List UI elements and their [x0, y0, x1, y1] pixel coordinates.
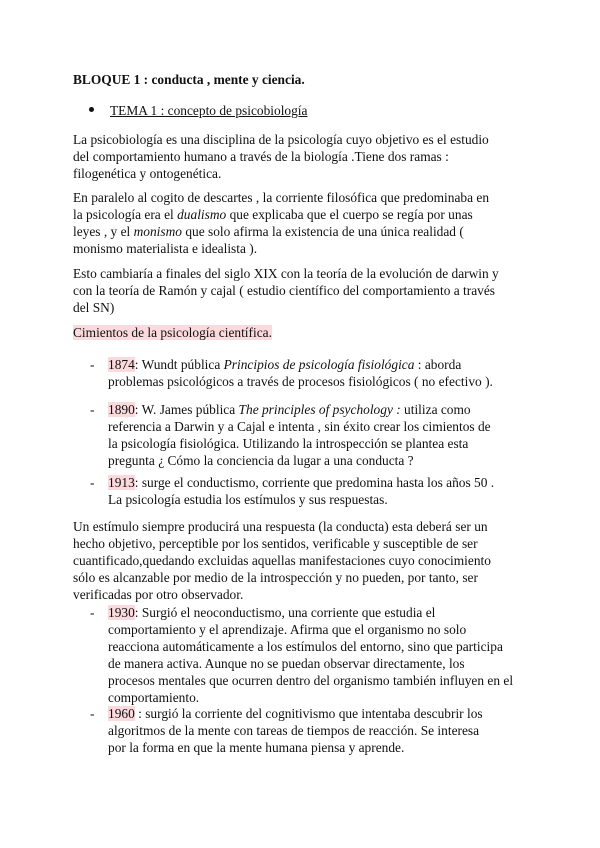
year-highlight: 1890 [108, 402, 135, 417]
bullet-icon [89, 107, 94, 112]
dash-marker: - [90, 402, 95, 417]
paragraph-dualismo: En paralelo al cogito de descartes , la corriente filosófica que predominaba en la psicología era el dualismo que explicaba que el cuerpo se regía por unas leyes , y el monismo que solo afirma la existencia de una única realidad ( monismo materialista e idealista ). [73, 190, 490, 256]
block-heading: BLOQUE 1 : conducta , mente y ciencia. [73, 72, 305, 87]
document-page: BLOQUE 1 : conducta , mente y ciencia. TEMA 1 : concepto de psicobiología La psicobiología es una disciplina de la psicología cuyo objetivo es el estudio del comportamiento humano a través de la biología .Tiene dos ramas : filogenética y ontogenética. En paralelo al cogito de descartes , la corriente filosófica que predominaba en la psicología era el dualismo que explicaba que el cuerpo se regía por unas leyes , y el monismo que solo afirma la existencia de una única realidad ( monismo materialista e idealista ). Esto cambiaría a finales del siglo XIX con la teoría de la evolución de darwin y con la teoría de Ramón y cajal ( estudio científico del comportamiento a través del SN) Cimientos de la psicología científica. - 1874: Wundt pública Principios de psicología fisiológica : aborda problemas psicológicos a través de procesos fisiológicos ( no efectivo ). - 1890: W. James pública The principles of psychology : utiliza como referencia a Darwin y a Cajal e intenta , sin éxito crear los cimientos de la psicología fisiológica. Utilizando la introspección se plantea esta pregunta ¿ Cómo la conciencia da lugar a una conducta ? - 1913: surge el conductismo, corriente que predomina hasta los años 50 . La psicología estudia los estímulos y sus respuestas. Un estímulo siempre producirá una respuesta (la conducta) esta deberá ser un hecho objetivo, perceptible por los sentidos, verificable y susceptible de ser cuantificado,quedando excluidas aquellas manifestaciones cuyo conocimiento sólo es alcanzable por medio de la introspección y no pueden, por tanto, ser verificadas por otro observador. - 1930: Surgió el neoconductismo, una corriente que estudia el comportamiento y el aprendizaje. Afirma que el organismo no solo reacciona automáticamente a los estímulos del entorno, sino que participa de manera activa. Aunque no se puedan observar directamente, los procesos mentales que ocurren dentro del organismo también influyen en el comportamiento. - 1960 : surgió la corriente del cognitivismo que intentaba descubrir los algoritmos de la mente con tareas de tiempos de reacción. Se interesa por la forma en que la mente humana piensa y aprende. [0, 0, 600, 848]
dash-marker: - [90, 475, 95, 490]
dash-marker: - [90, 706, 95, 721]
tema-heading: TEMA 1 : concepto de psicobiología [110, 103, 308, 118]
dash-marker: - [90, 605, 95, 620]
year-highlight: 1960 [108, 706, 135, 721]
paragraph-estimulo: Un estímulo siempre producirá una respuesta (la conducta) esta deberá ser un hecho objetivo, perceptible por los sentidos, verificable y susceptible de ser cuantificado,quedando excluidas aquellas manifestaciones cuyo conocimiento sólo es alcanzable por medio de la introspección y no pueden, por tanto, ser verificadas por otro observador. [73, 519, 491, 602]
paragraph-psicobiologia: La psicobiología es una disciplina de la psicología cuyo objetivo es el estudio del comportamiento humano a través de la biología .Tiene dos ramas : filogenética y ontogenética. [73, 132, 489, 181]
section-title: Cimientos de la psicología científica. [73, 325, 272, 340]
year-highlight: 1874 [108, 357, 135, 372]
year-highlight: 1913 [108, 475, 135, 490]
dash-marker: - [90, 357, 95, 372]
paragraph-siglo-xix: Esto cambiaría a finales del siglo XIX con la teoría de la evolución de darwin y con la teoría de Ramón y cajal ( estudio científico del comportamiento a través del SN) [73, 266, 499, 315]
year-highlight: 1930 [108, 605, 135, 620]
